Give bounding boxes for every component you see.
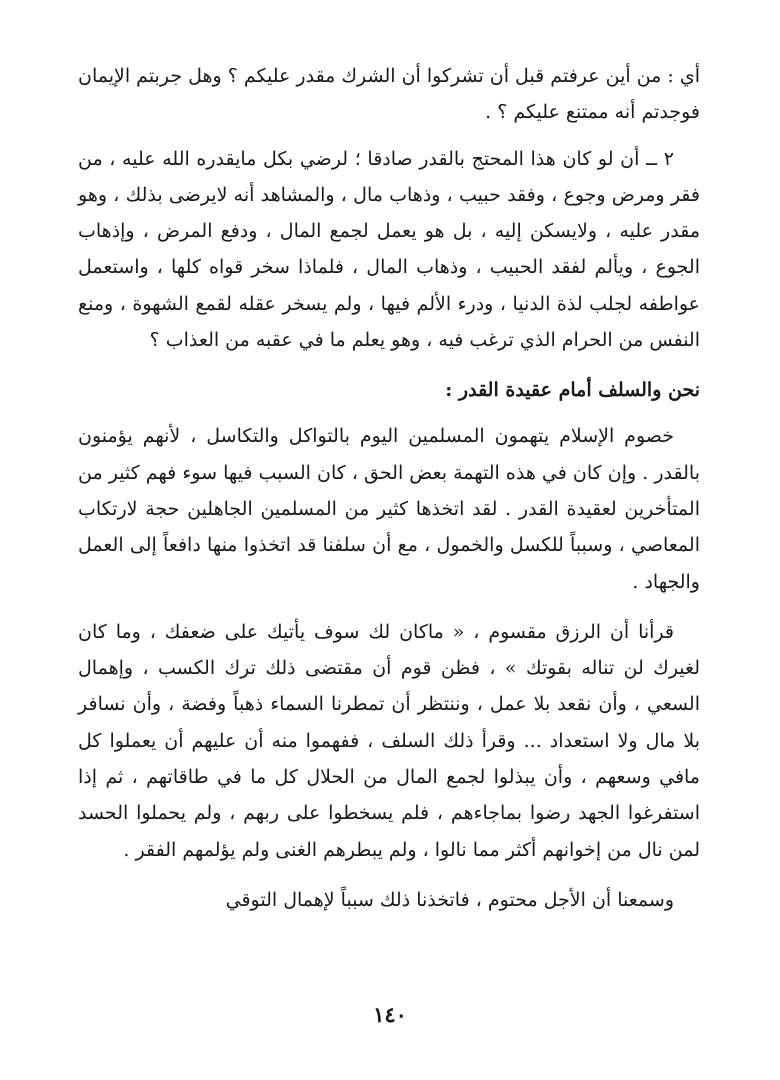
paragraph-intro: أي : من أين عرفتم قبل أن تشركوا أن الشرك مقدر عليكم ؟ وهل جربتم الإيمان فوجدتم أنه ممتنع عليكم ؟ . xyxy=(78,65,700,124)
paragraph-section-3: وسمعنا أن الأجل محتوم ، فاتخذنا ذلك سبباً لإهمال التوقي xyxy=(225,888,674,911)
paragraph-section-2: قرأنا أن الرزق مقسوم ، « ماكان لك سوف يأتيك على ضعفك ، وما كان لغيرك لن تناله بقوتك » ، فظن قوم أن مقتضى ذلك ترك الكسب ، وإهمال السعي ، وأن نقعد بلا عمل ، وننتظر أن تمطرنا السماء ذهباً وفضة ، وأن نسافر بلا مال ولا استعداد ... وقرأ ذلك السلف ، ففهموا منه أن عليهم أن يعملوا كل مافي وسعهم ، وأن يبذلوا لجمع المال من الحلال كل ما في طاقاتهم ، ثم إذا استفرغوا الجهد رضوا بماجاءهم ، فلم يسخطوا على ربهم ، ولم يحملوا الحسد لمن نال من إخوانهم أكثر مما نالوا ، ولم يبطرهم الغنى ولم يؤلمهم الفقر . xyxy=(78,620,700,861)
paragraph-point-two: ٢ ــ أن لو كان هذا المحتج بالقدر صادقا ؛ لرضي بكل مايقدره الله عليه ، من فقر ومرض وجوع ، وفقد حبيب ، وذهاب مال ، والمشاهد أنه لايرضى بذلك ، وهو مقدر عليه ، ولايسكن إليه ، بل هو يعمل لجمع المال ، ودفع المرض ، وإذهاب الجوع ، ويألم لفقد الحبيب ، وذهاب المال ، فلماذا سخر قواه كلها ، واستعمل عواطفه لجلب لذة الدنيا ، ودرء الألم فيها ، ولم يسخر عقله لقمع الشهوة ، ومنع النفس من الحرام الذي ترغب فيه ، وهو يعلم ما في عقبه من العذاب ؟ xyxy=(78,147,700,352)
section-heading: نحن والسلف أمام عقيدة القدر : xyxy=(445,379,700,402)
document-page xyxy=(78,58,700,918)
paragraph-section-1: خصوم الإسلام يتهمون المسلمين اليوم بالتواكل والتكاسل ، لأنهم يؤمنون بالقدر . وإن كان في هذه التهمة بعض الحق ، كان السبب فيها سوء فهم كثير من المتأخرين لعقيدة القدر . لقد اتخذها كثير من المسلمين الجاهلين حجة لارتكاب المعاصي ، وسبباً للكسل والخمول ، مع أن سلفنا قد اتخذوا منها دافعاً إلى العمل والجهاد . xyxy=(78,425,700,593)
page-number: ١٤٠ xyxy=(373,1002,407,1027)
